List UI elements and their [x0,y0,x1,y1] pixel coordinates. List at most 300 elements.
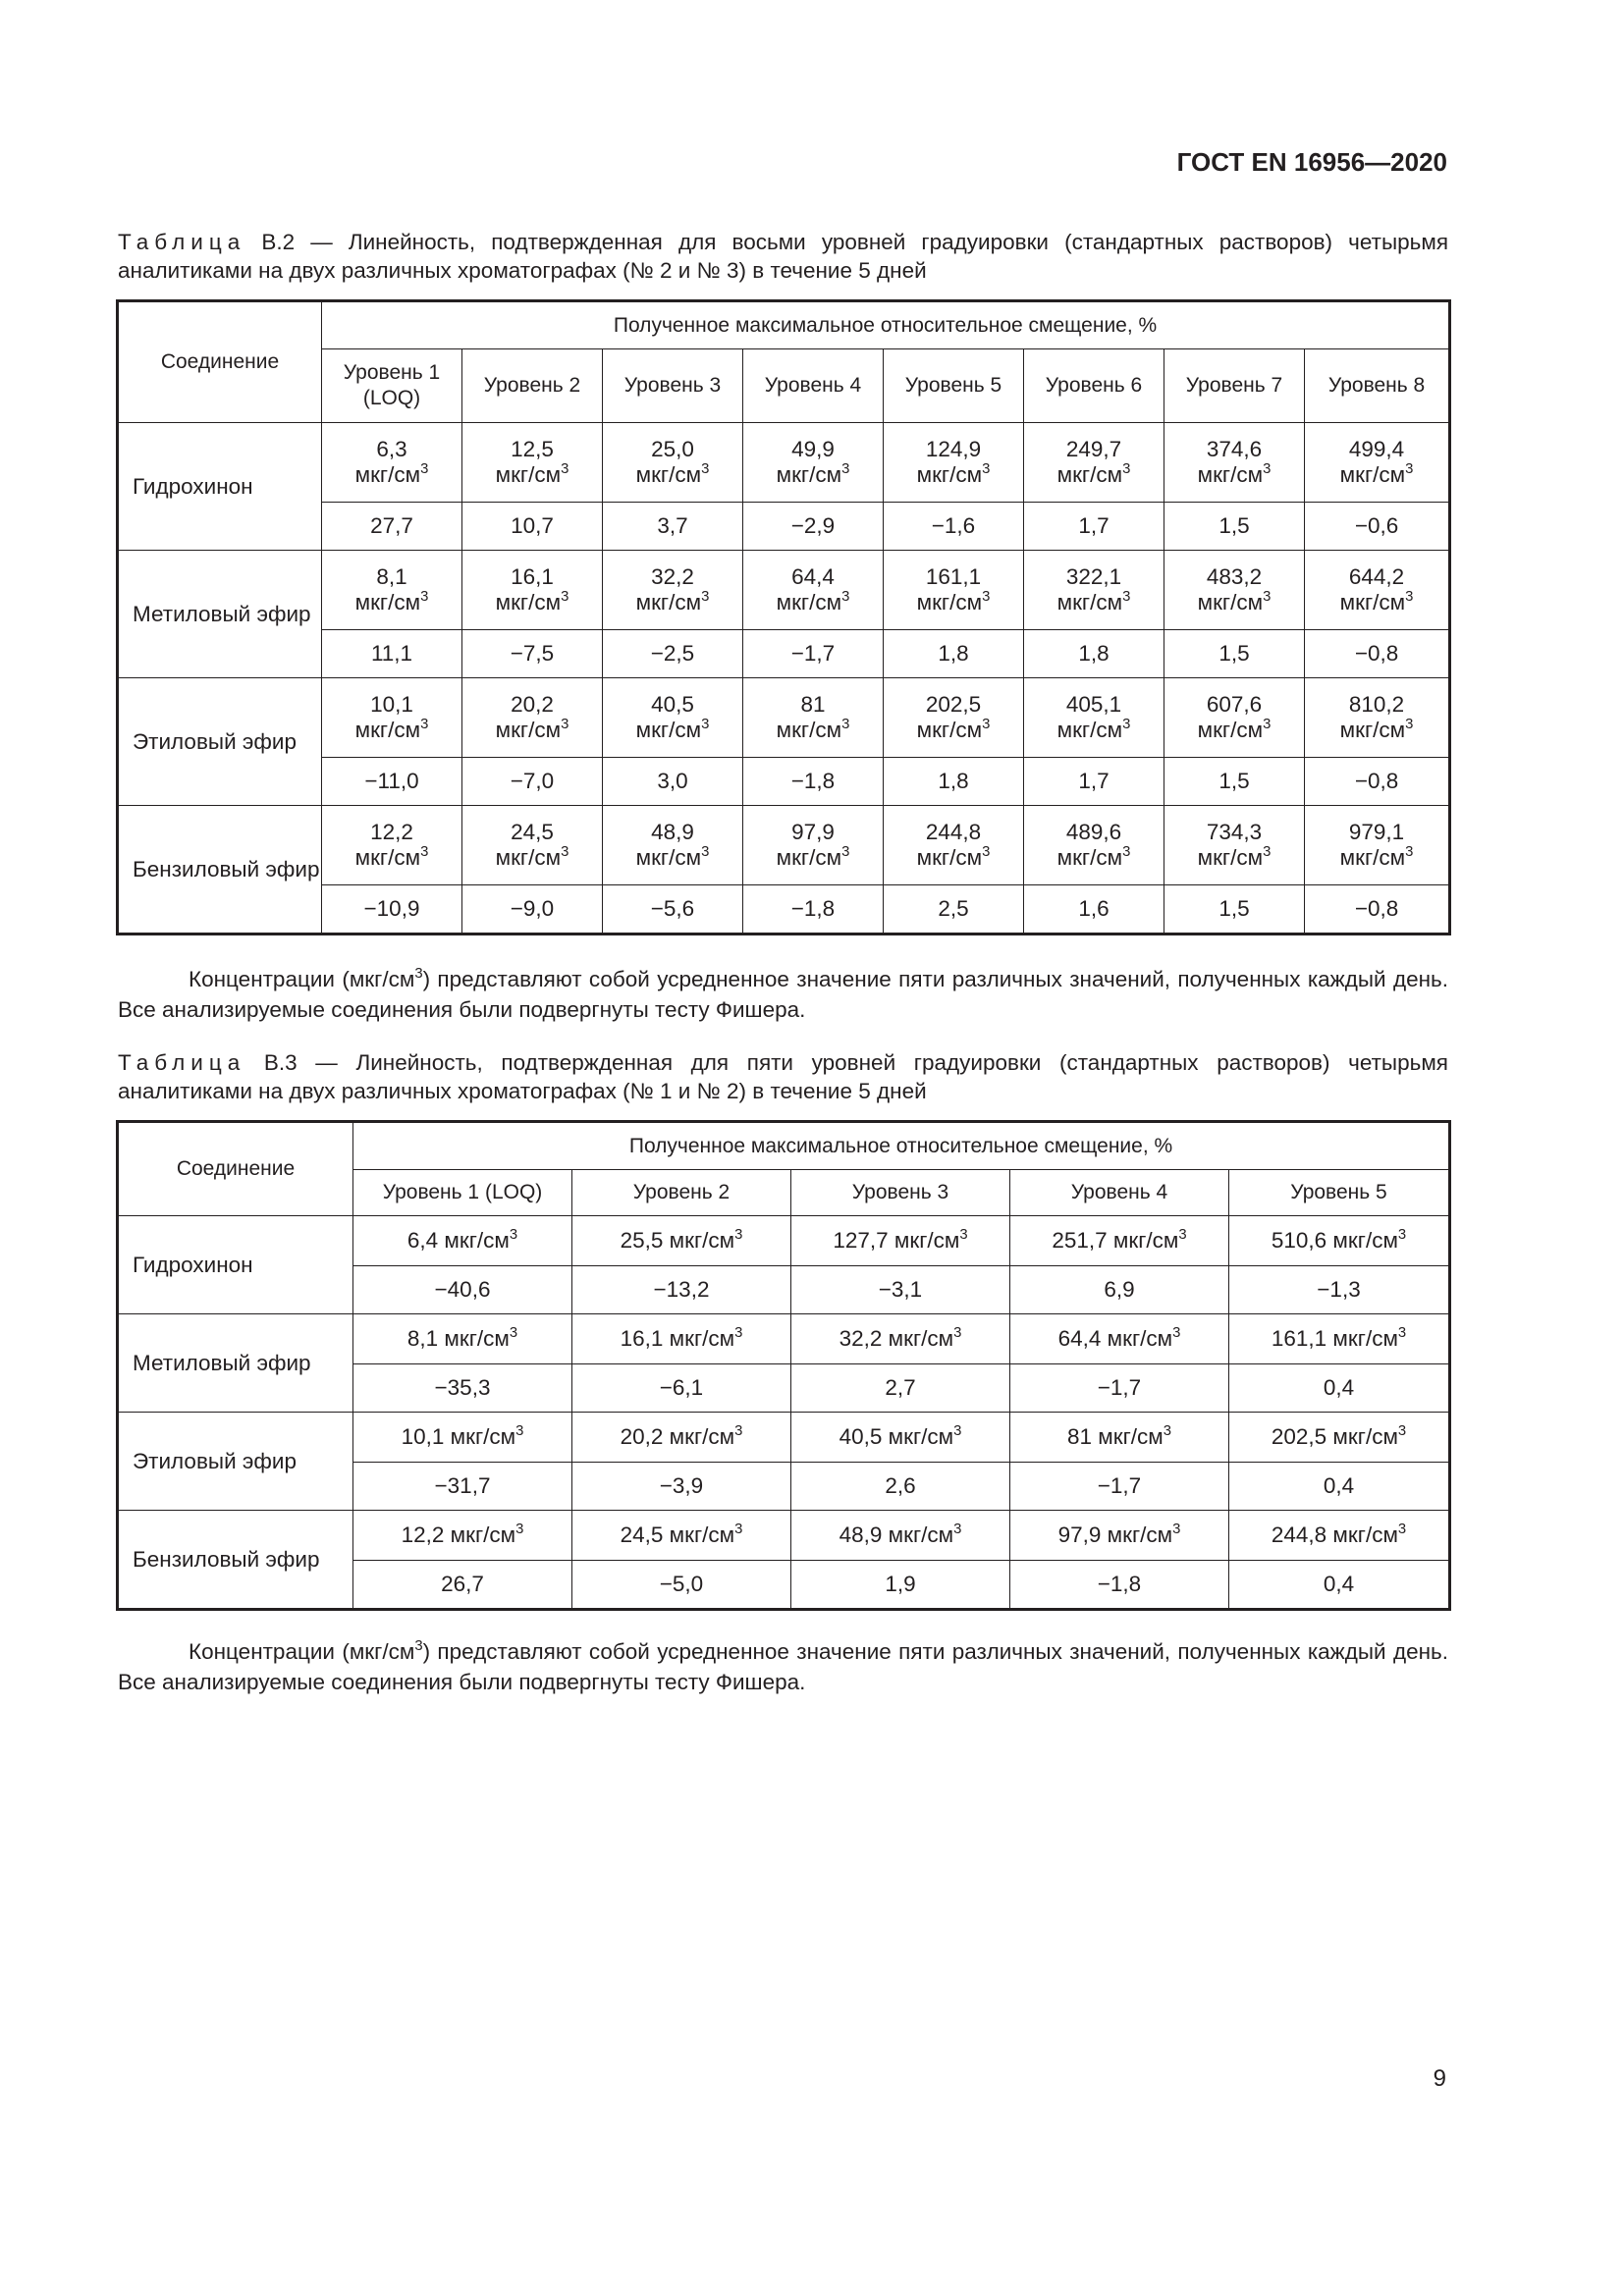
table-row [119,423,1449,503]
bias-cell: −1,6 [884,503,1024,551]
bias-cell: 2,7 [791,1364,1010,1413]
compound-name: Метиловый эфир [119,551,322,678]
unit-superscript: 3 [420,716,429,732]
table-b2-caption [118,228,1448,285]
note-text: ) представляют собой усредненное значение пяти различных значений, полученных каждый день. Все анализируемые соединения были подвергнуты тесту Фишера. [118,1639,1448,1694]
unit-superscript: 3 [953,1324,962,1341]
unit-label: мкг/см [888,1522,954,1547]
unit-superscript: 3 [1172,1521,1181,1537]
concentration-value: 20,2 [511,692,554,717]
unit-superscript: 3 [734,1324,743,1341]
level-header: Уровень 1 (LOQ) [322,349,462,423]
concentration-cell [462,678,603,758]
concentration-value: 12,2 [370,820,413,844]
bias-cell: −1,7 [1010,1463,1229,1511]
level-header: Уровень 2 [572,1170,791,1216]
level-header: Уровень 5 [1229,1170,1449,1216]
concentration-value: 810,2 [1348,692,1405,717]
unit-label: мкг/см [354,462,421,487]
concentration-cell [743,806,884,885]
concentration-value: 12,2 [401,1522,445,1547]
concentration-value: 48,9 [839,1522,883,1547]
concentration-value: 8,1 [376,564,407,589]
unit-label: мкг/см [916,462,983,487]
unit-superscript: 3 [701,460,710,477]
unit-label: мкг/см [450,1522,516,1547]
concentration-value: 489,6 [1065,820,1122,844]
table-b3 [118,1122,1449,1609]
bias-cell: −1,7 [743,630,884,678]
group-header: Полученное максимальное относительное смещение, % [322,302,1449,349]
unit-label: мкг/см [635,590,702,614]
concentration-cell [791,1511,1010,1561]
table-row [119,1413,1449,1463]
unit-superscript: 3 [953,1521,962,1537]
concentration-cell [884,551,1024,630]
table-b3-caption [118,1048,1448,1105]
bias-cell: 1,5 [1164,630,1305,678]
concentration-cell [1024,806,1164,885]
unit-label: мкг/см [893,1228,960,1253]
bias-cell: 3,7 [603,503,743,551]
compound-name: Этиловый эфир [119,1413,353,1511]
concentration-cell [743,551,884,630]
concentration-value: 10,1 [370,692,413,717]
concentration-cell [1229,1413,1449,1463]
unit-superscript: 3 [420,843,429,860]
unit-label: мкг/см [1332,1228,1398,1253]
unit-superscript: 3 [1122,716,1131,732]
unit-label: мкг/см [776,718,842,742]
bias-cell: 1,7 [1024,503,1164,551]
unit-superscript: 3 [1397,1324,1407,1341]
unit-label: мкг/см [1197,845,1264,870]
concentration-value: 979,1 [1348,820,1405,844]
compound-name: Бензиловый эфир [119,806,322,934]
table-row [119,806,1449,885]
concentration-value: 64,4 [1057,1326,1102,1351]
unit-label: мкг/см [1107,1326,1173,1351]
unit-superscript: 3 [561,588,569,605]
concentration-value: 6,3 [376,437,407,461]
concentration-cell [1010,1413,1229,1463]
unit-superscript: 3 [734,1422,743,1439]
unit-superscript: 3 [515,1422,524,1439]
unit-label: мкг/см [669,1522,735,1547]
level-header: Уровень 4 [1010,1170,1229,1216]
concentration-value: 251,7 [1052,1228,1108,1253]
concentration-cell [743,678,884,758]
bias-cell: −9,0 [462,885,603,934]
concentration-cell [603,423,743,503]
unit-superscript: 3 [1122,588,1131,605]
unit-label: мкг/см [495,845,562,870]
level-header: Уровень 3 [603,349,743,423]
unit-label: мкг/см [354,718,421,742]
concentration-cell [603,678,743,758]
unit-superscript: 3 [982,716,991,732]
table-b2-note [118,964,1448,1025]
bias-cell: −31,7 [353,1463,572,1511]
unit-label: мкг/см [1339,462,1406,487]
concentration-cell [1305,551,1449,630]
unit-label: мкг/см [635,845,702,870]
concentration-cell [743,423,884,503]
concentration-cell [1010,1511,1229,1561]
note-superscript: 3 [414,1637,423,1654]
concentration-cell [322,678,462,758]
table-b3-note [118,1636,1448,1697]
concentration-cell [353,1314,572,1364]
bias-cell: −0,6 [1305,503,1449,551]
unit-label: мкг/см [888,1326,954,1351]
table-row [119,551,1449,630]
concentration-value: 202,5 [925,692,982,717]
unit-label: мкг/см [1332,1522,1398,1547]
concentration-value: 161,1 [1271,1326,1327,1351]
unit-superscript: 3 [1122,843,1131,860]
unit-superscript: 3 [420,588,429,605]
unit-superscript: 3 [1397,1422,1407,1439]
concentration-cell [322,551,462,630]
unit-label: мкг/см [1332,1424,1398,1449]
concentration-cell [1305,423,1449,503]
concentration-cell [1305,806,1449,885]
concentration-value: 374,6 [1206,437,1263,461]
bias-cell: 1,9 [791,1561,1010,1609]
compound-name: Метиловый эфир [119,1314,353,1413]
bias-cell: −1,7 [1010,1364,1229,1413]
concentration-value: 40,5 [839,1424,883,1449]
bias-cell: 0,4 [1229,1561,1449,1609]
note-text: ) представляют собой усредненное значение пяти различных значений, полученных каждый день. Все анализируемые соединения были подвергнуты тесту Фишера. [118,967,1448,1022]
bias-cell: 2,6 [791,1463,1010,1511]
unit-label: мкг/см [916,590,983,614]
unit-superscript: 3 [701,843,710,860]
bias-cell: −0,8 [1305,885,1449,934]
level-header: Уровень 3 [791,1170,1010,1216]
concentration-value: 510,6 [1271,1228,1327,1253]
caption-label: Таблица [118,230,246,254]
concentration-value: 127,7 [833,1228,889,1253]
bias-cell: 1,5 [1164,885,1305,934]
unit-label: мкг/см [1107,1522,1173,1547]
note-superscript: 3 [414,965,423,982]
bias-cell: −1,3 [1229,1266,1449,1314]
bias-cell: 2,5 [884,885,1024,934]
unit-label: мкг/см [1339,718,1406,742]
unit-label: мкг/см [1056,590,1123,614]
bias-cell: −3,1 [791,1266,1010,1314]
unit-superscript: 3 [509,1324,518,1341]
concentration-cell [462,423,603,503]
concentration-cell [1024,551,1164,630]
concentration-value: 8,1 [406,1326,439,1351]
concentration-value: 97,9 [791,820,835,844]
unit-superscript: 3 [561,460,569,477]
bias-cell: −0,8 [1305,630,1449,678]
bias-cell: −1,8 [743,758,884,806]
unit-label: мкг/см [495,718,562,742]
level-header: Уровень 4 [743,349,884,423]
concentration-cell [322,806,462,885]
table-row [119,1314,1449,1364]
unit-superscript: 3 [420,460,429,477]
concentration-value: 48,9 [651,820,694,844]
unit-superscript: 3 [982,460,991,477]
unit-label: мкг/см [888,1424,954,1449]
unit-label: мкг/см [635,718,702,742]
unit-superscript: 3 [959,1226,968,1243]
unit-superscript: 3 [1397,1521,1407,1537]
concentration-value: 12,5 [511,437,554,461]
compound-name: Этиловый эфир [119,678,322,806]
table-row [119,1216,1449,1266]
unit-label: мкг/см [1056,462,1123,487]
unit-label: мкг/см [1339,845,1406,870]
bias-cell: −40,6 [353,1266,572,1314]
document-code: ГОСТ EN 16956—2020 [1176,147,1447,177]
concentration-value: 49,9 [791,437,835,461]
bias-cell: −35,3 [353,1364,572,1413]
unit-superscript: 3 [953,1422,962,1439]
unit-label: мкг/см [635,462,702,487]
bias-cell: −7,0 [462,758,603,806]
unit-label: мкг/см [776,845,842,870]
compound-header: Соединение [119,1123,353,1216]
concentration-value: 607,6 [1206,692,1263,717]
unit-label: мкг/см [495,590,562,614]
concentration-value: 244,8 [925,820,982,844]
concentration-cell [462,806,603,885]
unit-superscript: 3 [1178,1226,1187,1243]
page-number: 9 [1433,2065,1446,2092]
level-header: Уровень 2 [462,349,603,423]
unit-label: мкг/см [916,718,983,742]
concentration-value: 64,4 [791,564,835,589]
bias-cell: 6,9 [1010,1266,1229,1314]
unit-superscript: 3 [509,1226,518,1243]
concentration-value: 24,5 [511,820,554,844]
concentration-cell [791,1314,1010,1364]
bias-cell: 11,1 [322,630,462,678]
concentration-cell [353,1511,572,1561]
concentration-cell [1229,1216,1449,1266]
unit-superscript: 3 [1405,588,1414,605]
bias-cell: −0,8 [1305,758,1449,806]
unit-label: мкг/см [1056,845,1123,870]
bias-cell: 10,7 [462,503,603,551]
unit-superscript: 3 [982,843,991,860]
concentration-cell [1024,678,1164,758]
concentration-value: 25,5 [620,1228,664,1253]
unit-superscript: 3 [1397,1226,1407,1243]
bias-cell: 1,8 [884,758,1024,806]
unit-superscript: 3 [1405,460,1414,477]
concentration-value: 6,4 [406,1228,439,1253]
concentration-value: 32,2 [839,1326,883,1351]
concentration-cell [791,1216,1010,1266]
concentration-value: 16,1 [620,1326,664,1351]
bias-cell: −10,9 [322,885,462,934]
concentration-cell [1010,1216,1229,1266]
unit-label: мкг/см [450,1424,516,1449]
unit-label: мкг/см [776,462,842,487]
concentration-cell [1164,551,1305,630]
unit-label: мкг/см [669,1326,735,1351]
group-header: Полученное максимальное относительное смещение, % [353,1123,1449,1170]
concentration-cell [1164,678,1305,758]
concentration-cell [884,678,1024,758]
level-header: Уровень 7 [1164,349,1305,423]
concentration-cell [572,1413,791,1463]
unit-superscript: 3 [1263,588,1272,605]
concentration-cell [462,551,603,630]
concentration-cell [884,423,1024,503]
bias-cell: −3,9 [572,1463,791,1511]
concentration-cell [572,1511,791,1561]
compound-name: Бензиловый эфир [119,1511,353,1609]
unit-superscript: 3 [1263,716,1272,732]
bias-cell: −5,0 [572,1561,791,1609]
concentration-cell [1229,1314,1449,1364]
level-header: Уровень 1 (LOQ) [353,1170,572,1216]
compound-header: Соединение [119,302,322,423]
concentration-value: 97,9 [1057,1522,1102,1547]
unit-label: мкг/см [1197,590,1264,614]
concentration-value: 40,5 [651,692,694,717]
concentration-value: 20,2 [620,1424,664,1449]
bias-cell: 26,7 [353,1561,572,1609]
unit-superscript: 3 [701,716,710,732]
table-b2 [118,301,1449,934]
unit-superscript: 3 [734,1521,743,1537]
caption-text: В.2 — Линейность, подтвержденная для восьми уровней градуировки (стандартных растворов) четырьмя аналитиками на двух различных хроматографах (№ 2 и № 3) в течение 5 дней [118,230,1448,283]
unit-superscript: 3 [515,1521,524,1537]
unit-superscript: 3 [982,588,991,605]
bias-cell: −11,0 [322,758,462,806]
concentration-cell [322,423,462,503]
unit-superscript: 3 [561,843,569,860]
concentration-value: 25,0 [651,437,694,461]
bias-cell: 1,7 [1024,758,1164,806]
unit-superscript: 3 [561,716,569,732]
unit-superscript: 3 [1405,843,1414,860]
unit-label: мкг/см [495,462,562,487]
bias-cell: 0,4 [1229,1463,1449,1511]
compound-name: Гидрохинон [119,1216,353,1314]
concentration-cell [1024,423,1164,503]
concentration-cell [1164,423,1305,503]
concentration-value: 249,7 [1065,437,1122,461]
unit-label: мкг/см [444,1228,510,1253]
bias-cell: 1,5 [1164,758,1305,806]
bias-cell: −5,6 [603,885,743,934]
concentration-value: 124,9 [925,437,982,461]
concentration-cell [1229,1511,1449,1561]
caption-label: Таблица [118,1050,246,1075]
concentration-value: 24,5 [620,1522,664,1547]
bias-cell: 0,4 [1229,1364,1449,1413]
bias-cell: −1,8 [1010,1561,1229,1609]
concentration-cell [572,1216,791,1266]
unit-superscript: 3 [1122,460,1131,477]
concentration-value: 32,2 [651,564,694,589]
unit-label: мкг/см [1112,1228,1179,1253]
unit-label: мкг/см [354,590,421,614]
concentration-cell [603,551,743,630]
unit-label: мкг/см [669,1228,735,1253]
concentration-cell [603,806,743,885]
unit-label: мкг/см [916,845,983,870]
concentration-value: 499,4 [1348,437,1405,461]
concentration-value: 10,1 [401,1424,445,1449]
unit-label: мкг/см [1197,462,1264,487]
bias-cell: 3,0 [603,758,743,806]
bias-cell: 1,8 [884,630,1024,678]
note-text: Концентрации (мкг/см [189,1639,415,1664]
concentration-value: 644,2 [1348,564,1405,589]
unit-label: мкг/см [1098,1424,1164,1449]
concentration-value: 405,1 [1065,692,1122,717]
unit-superscript: 3 [841,588,850,605]
unit-label: мкг/см [1332,1326,1398,1351]
concentration-cell [572,1314,791,1364]
unit-superscript: 3 [1405,716,1414,732]
unit-label: мкг/см [1197,718,1264,742]
level-header: Уровень 8 [1305,349,1449,423]
unit-label: мкг/см [1056,718,1123,742]
unit-superscript: 3 [1263,460,1272,477]
unit-superscript: 3 [841,716,850,732]
concentration-cell [1164,806,1305,885]
concentration-value: 734,3 [1206,820,1263,844]
concentration-value: 16,1 [511,564,554,589]
concentration-value: 322,1 [1065,564,1122,589]
concentration-cell [353,1216,572,1266]
concentration-value: 161,1 [925,564,982,589]
level-header: Уровень 5 [884,349,1024,423]
bias-cell: −7,5 [462,630,603,678]
caption-text: В.3 — Линейность, подтвержденная для пяти уровней градуировки (стандартных растворов) четырьмя аналитиками на двух различных хроматографах (№ 1 и № 2) в течение 5 дней [118,1050,1448,1103]
bias-cell: −2,9 [743,503,884,551]
bias-cell: 1,8 [1024,630,1164,678]
level-header: Уровень 6 [1024,349,1164,423]
unit-superscript: 3 [1263,843,1272,860]
concentration-value: 81 [1066,1424,1092,1449]
bias-cell: −2,5 [603,630,743,678]
concentration-value: 202,5 [1271,1424,1327,1449]
unit-label: мкг/см [669,1424,735,1449]
concentration-value: 483,2 [1206,564,1263,589]
unit-superscript: 3 [841,460,850,477]
table-row [119,1511,1449,1561]
unit-superscript: 3 [734,1226,743,1243]
unit-superscript: 3 [1163,1422,1172,1439]
bias-cell: −13,2 [572,1266,791,1314]
bias-cell: −1,8 [743,885,884,934]
unit-label: мкг/см [1339,590,1406,614]
bias-cell: 1,6 [1024,885,1164,934]
bias-cell: 27,7 [322,503,462,551]
unit-superscript: 3 [1172,1324,1181,1341]
unit-label: мкг/см [444,1326,510,1351]
bias-cell: 1,5 [1164,503,1305,551]
unit-label: мкг/см [776,590,842,614]
compound-name: Гидрохинон [119,423,322,551]
concentration-cell [353,1413,572,1463]
unit-superscript: 3 [701,588,710,605]
